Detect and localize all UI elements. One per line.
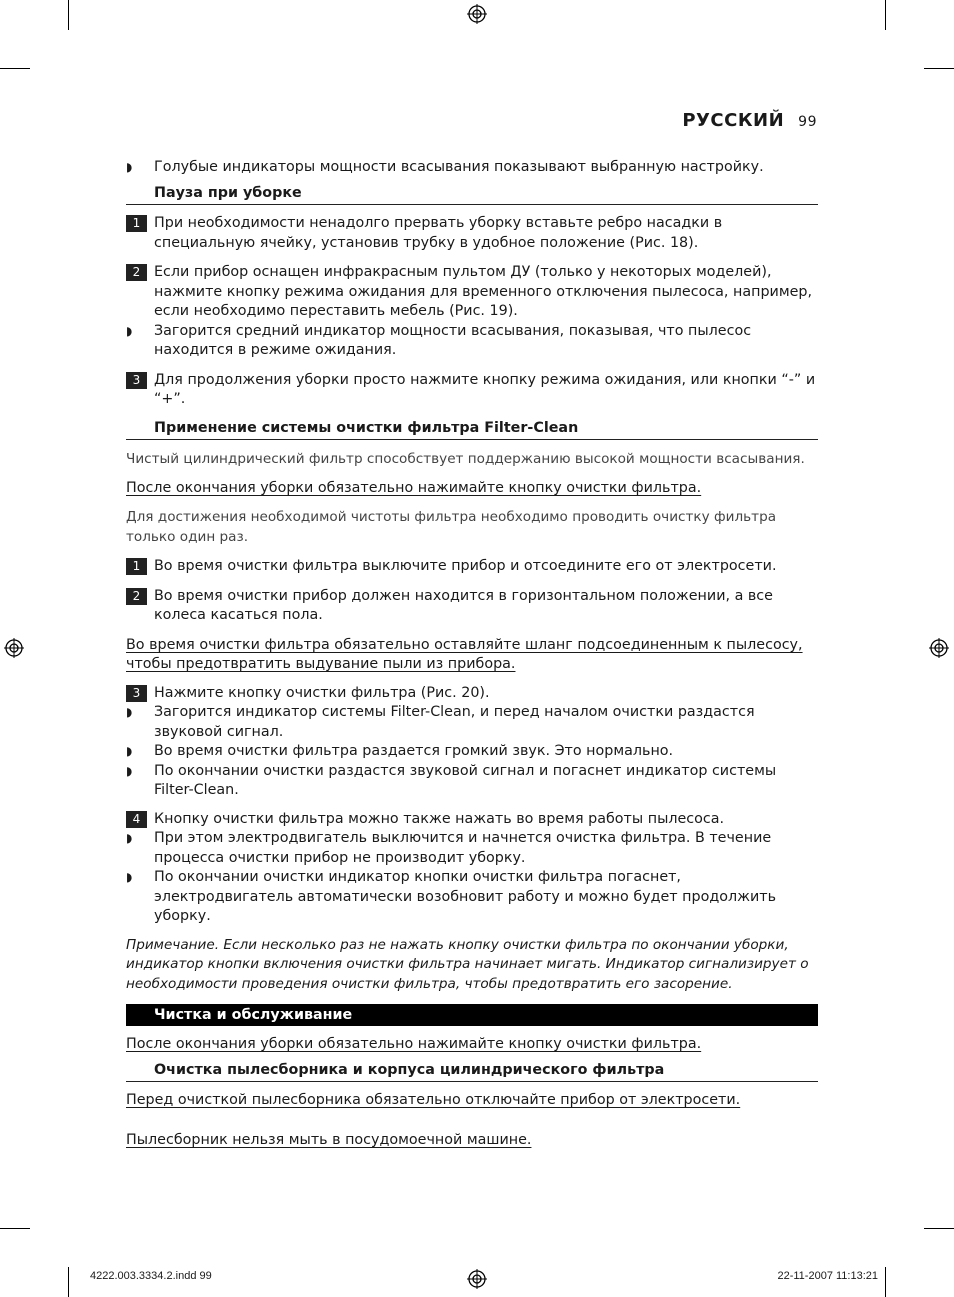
- bullet-icon: ◗: [126, 831, 133, 845]
- step-item: 2 Во время очистки прибор должен находится в горизонтальном положении, а все колеса касаться пола.: [126, 587, 818, 626]
- bullet-item: ◗ Голубые индикаторы мощности всасывания показывают выбранную настройку.: [126, 158, 818, 178]
- bullet-item: ◗ Загорится средний индикатор мощности всасывания, показывая, что пылесос находится в режиме ожидания.: [126, 322, 752, 358]
- underlined-warning: После окончания уборки обязательно нажимайте кнопку очистки фильтра.: [126, 479, 702, 496]
- crop-mark: [0, 1228, 30, 1229]
- step-item: 4 Кнопку очистки фильтра можно также нажать во время работы пылесоса.: [126, 810, 818, 830]
- underlined-warning: После окончания уборки обязательно нажимайте кнопку очистки фильтра.: [126, 1036, 702, 1052]
- bullet-icon: ◗: [126, 870, 133, 884]
- step-number-badge: 1: [126, 215, 147, 232]
- step-number-badge: 2: [126, 264, 147, 281]
- crop-mark: [0, 68, 30, 69]
- paragraph: Чистый цилиндрический фильтр способствует поддержанию высокой мощности всасывания.: [126, 451, 805, 467]
- bullet-icon: ◗: [126, 705, 133, 719]
- underlined-warning: Перед очисткой пылесборника обязательно отключайте прибор от электросети.: [126, 1092, 741, 1108]
- step-item: 1 Во время очистки фильтра выключите прибор и отсоедините его от электросети.: [126, 557, 818, 577]
- note-paragraph: Примечание. Если несколько раз не нажать кнопку очистки фильтра по окончании уборки, индикатор кнопки включения очистки фильтра начинает мигать. Индикатор сигнализирует о необходимости проведения очистки фильтра, чтобы предотвратить его засорение.: [126, 936, 809, 992]
- registration-mark-icon: [4, 638, 24, 658]
- step-number-badge: 1: [126, 558, 147, 575]
- underlined-warning: Во время очистки фильтра обязательно оставляйте шланг подсоединенным к пылесосу, чтобы предотвратить выдувание пыли из прибора.: [126, 636, 803, 672]
- page-header: [682, 110, 817, 131]
- footer-file-name: 4222.003.3334.2.indd 99: [90, 1270, 212, 1282]
- step-number-badge: 4: [126, 811, 147, 828]
- step-number-badge: 3: [126, 372, 147, 389]
- bullet-icon: ◗: [126, 323, 133, 338]
- bullet-icon: ◗: [126, 160, 133, 174]
- page-number: 99: [798, 114, 817, 130]
- crop-mark: [885, 0, 886, 30]
- crop-mark: [924, 1228, 954, 1229]
- step-item: 1 При необходимости ненадолго прервать уборку вставьте ребро насадки в специальную ячейку, установив трубку в удобное положение (Рис. 18).: [126, 214, 818, 253]
- bullet-item: ◗ Во время очистки фильтра раздается громкий звук. Это нормально.: [126, 742, 818, 762]
- bullet-item: ◗ По окончании очистки раздастся звуковой сигнал и погаснет индикатор системы Filter-Clean.: [126, 762, 777, 798]
- step-number-badge: 3: [126, 685, 147, 702]
- registration-mark-icon: [929, 638, 949, 658]
- bullet-item: ◗ При этом электродвигатель выключится и начнется очистка фильтра. В течение процесса очистки прибор не производит уборку.: [126, 830, 772, 866]
- underlined-warning: Пылесборник нельзя мыть в посудомоечной машине.: [126, 1131, 532, 1148]
- step-item: 3 Для продолжения уборки просто нажмите кнопку режима ожидания, или кнопки “-” и “+”.: [126, 371, 818, 410]
- subheading-dust-container: Очистка пылесборника и корпуса цилиндрического фильтра: [126, 1061, 818, 1083]
- bullet-icon: ◗: [126, 744, 133, 758]
- crop-mark: [924, 68, 954, 69]
- subheading-pause: Пауза при уборке: [126, 184, 818, 206]
- footer-timestamp: 22-11-2007 11:13:21: [777, 1270, 878, 1282]
- subheading-filter-clean: Применение системы очистки фильтра Filter-Clean: [126, 419, 818, 441]
- bullet-item: ◗ Загорится индикатор системы Filter-Clean, и перед началом очистки раздастся звуковой сигнал.: [126, 704, 755, 740]
- step-item: 2 Если прибор оснащен инфракрасным пультом ДУ (только у некоторых моделей), нажмите кнопку режима ожидания для временного отключения пылесоса, например, если необходимо переставить мебель (Рис. 19).: [126, 263, 818, 322]
- bullet-icon: ◗: [126, 763, 133, 778]
- step-number-badge: 2: [126, 588, 147, 605]
- registration-mark-icon: [467, 4, 487, 24]
- registration-mark-icon: [467, 1269, 487, 1289]
- crop-mark: [68, 0, 69, 30]
- section-bar-cleaning: Чистка и обслуживание: [126, 1004, 818, 1026]
- crop-mark: [68, 1267, 69, 1297]
- bullet-item: ◗ По окончании очистки индикатор кнопки очистки фильтра погаснет, электродвигатель автоматически возобновит работу и можно будет продолжить уборку.: [126, 869, 777, 924]
- page-content: [126, 158, 818, 1150]
- section-language-title: РУССКИЙ: [682, 110, 785, 131]
- paragraph: Для достижения необходимой чистоты фильтра необходимо проводить очистку фильтра только один раз.: [126, 509, 777, 545]
- step-item: 3 Нажмите кнопку очистки фильтра (Рис. 20).: [126, 684, 818, 704]
- crop-mark: [885, 1267, 886, 1297]
